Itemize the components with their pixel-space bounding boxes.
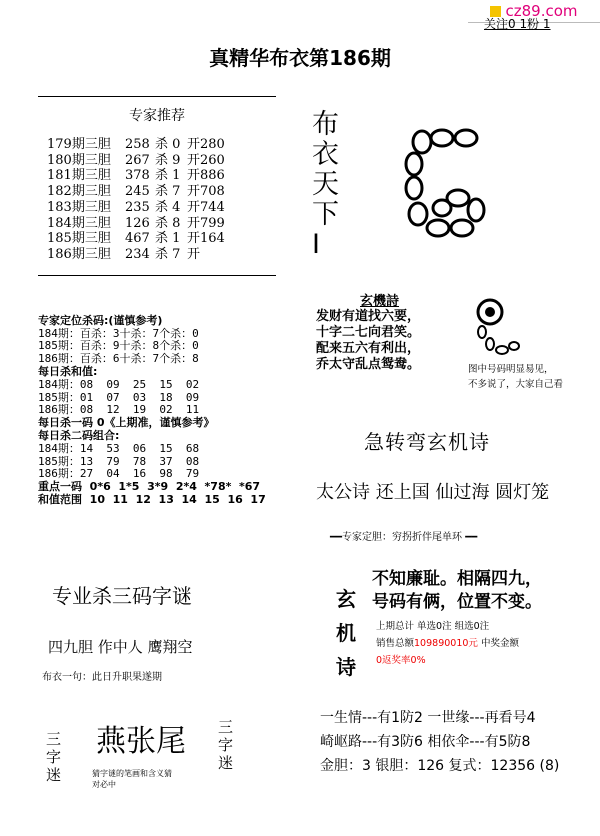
xuanji-label [336, 582, 356, 684]
taigong-poem: 太公诗 还上国 仙过海 圆灯笼 [316, 482, 550, 503]
sales-stats [376, 618, 519, 669]
budao-char: I [312, 229, 320, 260]
zimi-left-label [46, 730, 61, 784]
kill-line: 186期：百杀：6十杀：7个杀：8 [38, 352, 199, 366]
xuanji-char: 玄 [336, 587, 356, 611]
expert-open: 开 [187, 246, 201, 262]
budao-title [312, 110, 339, 260]
expert-period: 186期三胆 [47, 246, 111, 262]
hint-line: 图中号码明显易见， [468, 364, 554, 375]
daily-one-header: 每日杀一码 0《上期准，谨慎参考》 [38, 416, 215, 430]
expert-open: 开260 [187, 152, 225, 168]
kill-section [38, 302, 266, 520]
label-char: 字 [46, 748, 62, 766]
zimi-center: 燕张尾 [96, 724, 186, 759]
budao-char: 布 [312, 109, 339, 140]
expert-kill: 杀 1 [155, 231, 181, 247]
xuanji-char: 机 [336, 621, 356, 645]
expert-row [47, 137, 276, 153]
label-char: 迷 [218, 754, 234, 772]
zimi-line: 四九胆 作中人 鹰翔空 [48, 638, 193, 656]
daily-two-line: 184期：14 53 06 15 68 [38, 441, 200, 455]
expert-kill: 杀 1 [155, 168, 181, 184]
expert-kill: 杀 7 [155, 246, 181, 262]
expert-row [47, 168, 276, 184]
kill-line: 185期：百杀：9十杀：8个杀：0 [38, 339, 199, 353]
xuanji-char: 诗 [336, 655, 356, 679]
expert-row [47, 216, 276, 232]
top-note: 关注0 1粉 1 [484, 17, 551, 31]
expert-row [47, 200, 276, 216]
bottom-line: 一生情---有1防2 一世缘---再看号4 [320, 710, 536, 726]
daily-sum-header: 每日杀和值: [38, 364, 98, 378]
poem1-line: 发财有道找六要， [316, 309, 421, 324]
poem1-line: 配来五六有利出， [316, 341, 421, 356]
expert-open: 开799 [187, 215, 225, 231]
xuanji-poem [372, 568, 542, 614]
daily-sum-line: 185期：01 07 03 18 09 [38, 390, 200, 404]
poem1 [316, 290, 420, 373]
bottom-line: 崎岖路---有3防6 相依伞---有5防8 [320, 734, 531, 750]
label-char: 字 [218, 736, 234, 754]
xuanji-line: 不知廉耻。相隔四九， [372, 569, 542, 589]
expert-kill: 杀 8 [155, 215, 181, 231]
poem1-header: 玄機詩 [360, 294, 400, 309]
expert-open: 开708 [187, 184, 225, 200]
expert-kill: 杀 7 [155, 184, 181, 200]
stat-pre: 销售总额 [376, 638, 415, 649]
expert-period: 184期三胆 [47, 215, 111, 231]
budao-char: 下 [312, 199, 339, 230]
zimi-footnote [92, 768, 184, 790]
expert-nums: 235 [125, 199, 150, 215]
bottom-lines [320, 706, 559, 778]
expert-open: 开886 [187, 168, 225, 184]
hint-line: 不多说了，大家自己看 [468, 379, 564, 390]
expert-nums: 467 [125, 231, 150, 247]
expert-header: 专家推荐 [129, 108, 185, 124]
daily-sum-line: 184期：08 09 25 15 02 [38, 377, 200, 391]
budao-char: 衣 [312, 139, 339, 170]
footnote-line: 对必中 [92, 780, 116, 789]
stat-line3: 0返奖率0% [376, 655, 426, 666]
expert-panel [38, 96, 276, 276]
expert-row [47, 231, 276, 247]
expert-open: 开280 [187, 137, 225, 152]
expert-open: 开164 [187, 231, 225, 247]
stat-line2 [376, 635, 519, 652]
daily-sum-line: 186期：08 12 19 02 11 [38, 403, 200, 417]
daily-two-header: 每日杀二码组合: [38, 428, 120, 442]
label-char: 三 [46, 730, 62, 748]
expert-row [47, 153, 276, 169]
label-char: 迷 [46, 766, 62, 784]
page-title: 真精华布衣第186期 [209, 46, 391, 70]
expert-nums: 258 [125, 137, 150, 152]
poem1-line: 十字二七向君笑。 [316, 325, 421, 340]
expert-dingdan: ━━专家定胆：穷拐折伴尾单环 ━━ [330, 532, 478, 543]
kill-line: 184期：百杀：3十杀：7个杀：0 [38, 326, 199, 340]
expert-period: 179期三胆 [47, 137, 111, 152]
zimi-sub: 布衣一句：此日升职果遂期 [42, 672, 162, 683]
key-combo: 重点一码 0*6 1*5 3*9 2*4 *78* *67 [38, 480, 261, 494]
daily-two-line: 185期：13 79 78 37 08 [38, 454, 200, 468]
sum-range: 和值范围 10 11 12 13 14 15 16 17 [38, 492, 266, 506]
medallion-chain-icon [472, 298, 522, 358]
expert-nums: 378 [125, 168, 150, 184]
expert-nums: 267 [125, 152, 150, 168]
expert-period: 185期三胆 [47, 231, 111, 247]
footnote-line: 猜字谜的笔画和含义猜 [92, 769, 172, 778]
expert-open: 开744 [187, 199, 225, 215]
stat-post: 中奖金额 [477, 638, 519, 649]
expert-nums: 234 [125, 246, 150, 262]
expert-period: 180期三胆 [47, 152, 111, 168]
zimi-right-label [218, 718, 233, 772]
expert-kill: 杀 0 [155, 137, 181, 152]
label-char: 三 [218, 718, 234, 736]
stat-amount: 109890010元 [414, 638, 478, 649]
xuanji-line: 号码有俩，位置不变。 [372, 592, 542, 612]
daily-two-line: 186期：27 04 16 98 79 [38, 467, 200, 481]
watermark-text: cz89.com [505, 2, 578, 20]
expert-nums: 245 [125, 184, 150, 200]
kill-header: 专家定位杀码:(谨慎参考) [38, 313, 163, 327]
expert-kill: 杀 9 [155, 152, 181, 168]
expert-period: 183期三胆 [47, 199, 111, 215]
expert-row [47, 184, 276, 200]
expert-row [47, 247, 276, 263]
hint-text [468, 362, 588, 392]
expert-kill: 杀 4 [155, 199, 181, 215]
expert-period: 182期三胆 [47, 184, 111, 200]
stat-line1: 上期总计 单选0注 组选0注 [376, 621, 490, 632]
expert-period: 181期三胆 [47, 168, 111, 184]
budao-char: 天 [312, 169, 339, 200]
zimi-title: 专业杀三码字谜 [52, 584, 192, 608]
chain-figure [400, 128, 490, 244]
riddle-poem-title: 急转弯玄机诗 [364, 430, 490, 454]
poem1-line: 乔太守乱点鸳鸯。 [316, 357, 421, 372]
expert-nums: 126 [125, 215, 150, 231]
bottom-line: 金胆：3 银胆：126 复式：12356 (8) [320, 758, 560, 774]
expert-rows [38, 137, 276, 263]
